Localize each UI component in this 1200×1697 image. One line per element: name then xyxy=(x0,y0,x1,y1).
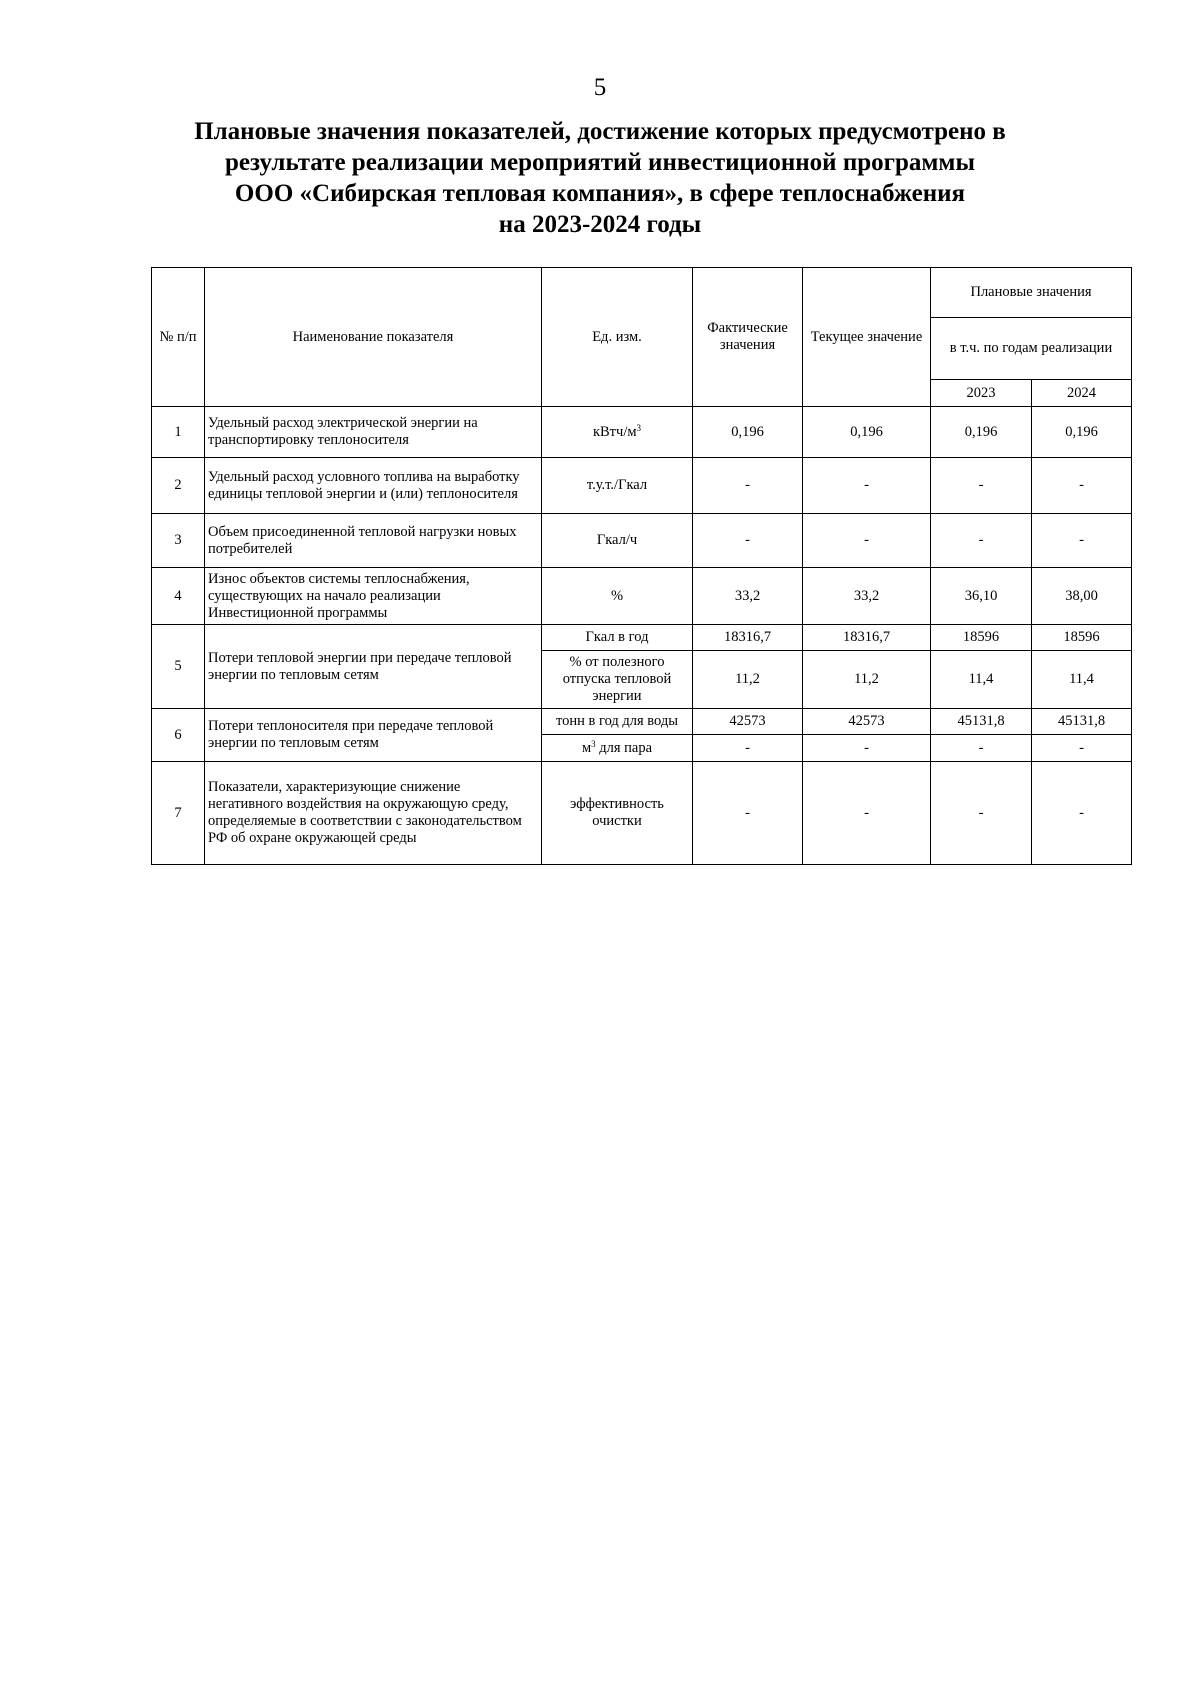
header-name: Наименование показателя xyxy=(205,268,542,407)
document-title xyxy=(150,116,1050,240)
value-2023: 0,196 xyxy=(931,407,1032,458)
unit-cell: % от полезного отпуска тепловой энергии xyxy=(542,651,693,709)
value-2023: - xyxy=(931,514,1032,568)
table-row xyxy=(152,407,1132,458)
value-2023: - xyxy=(931,762,1032,865)
value-2023: 36,10 xyxy=(931,568,1032,625)
unit-cell xyxy=(542,407,693,458)
actual-value: 42573 xyxy=(693,709,803,735)
unit-text: кВтч/м xyxy=(592,423,637,440)
value-2023: - xyxy=(931,458,1032,514)
header-unit: Ед. изм. xyxy=(542,268,693,407)
current-value: 0,196 xyxy=(803,407,931,458)
page-number: 5 xyxy=(593,74,607,101)
header-current: Текущее значение xyxy=(803,268,931,407)
actual-value: - xyxy=(693,514,803,568)
title-line: результате реализации мероприятий инвестиционной программы xyxy=(225,149,975,176)
value-2024: 45131,8 xyxy=(1032,709,1132,735)
value-2024: - xyxy=(1032,735,1132,762)
unit-cell: Гкал в год xyxy=(542,625,693,651)
indicators-table xyxy=(151,267,1132,865)
current-value: 11,2 xyxy=(803,651,931,709)
value-2024: - xyxy=(1032,458,1132,514)
unit-prefix: м xyxy=(581,739,592,756)
table-body xyxy=(152,407,1132,865)
actual-value: - xyxy=(693,762,803,865)
value-2024: - xyxy=(1032,514,1132,568)
row-num: 6 xyxy=(152,709,205,762)
header-actual: Фактические значения xyxy=(693,268,803,407)
row-num: 4 xyxy=(152,568,205,625)
actual-value: 33,2 xyxy=(693,568,803,625)
current-value: - xyxy=(803,458,931,514)
value-2024: 38,00 xyxy=(1032,568,1132,625)
unit-cell: тонн в год для воды xyxy=(542,709,693,735)
value-2023: 11,4 xyxy=(931,651,1032,709)
indicator-name: Удельный расход условного топлива на выработку единицы тепловой энергии и (или) теплоносителя xyxy=(205,458,542,514)
indicator-name: Потери тепловой энергии при передаче тепловой энергии по тепловым сетям xyxy=(205,625,542,709)
current-value: - xyxy=(803,735,931,762)
value-2023: 18596 xyxy=(931,625,1032,651)
table-row xyxy=(152,568,1132,625)
current-value: 42573 xyxy=(803,709,931,735)
title-line: на 2023-2024 годы xyxy=(498,211,702,238)
value-2023: 45131,8 xyxy=(931,709,1032,735)
value-2023: - xyxy=(931,735,1032,762)
value-2024: 11,4 xyxy=(1032,651,1132,709)
unit-text: для пара xyxy=(595,739,653,756)
header-planned: Плановые значения xyxy=(931,268,1132,318)
row-num: 2 xyxy=(152,458,205,514)
indicator-name: Износ объектов системы теплоснабжения, существующих на начало реализации Инвестиционной программы xyxy=(205,568,542,625)
header-num: № п/п xyxy=(152,268,205,407)
row-num: 7 xyxy=(152,762,205,865)
current-value: - xyxy=(803,514,931,568)
unit-superscript: 3 xyxy=(591,738,596,749)
header-year-2024: 2024 xyxy=(1032,380,1132,407)
row-num: 3 xyxy=(152,514,205,568)
unit-cell: Гкал/ч xyxy=(542,514,693,568)
current-value: 33,2 xyxy=(803,568,931,625)
unit-cell xyxy=(542,735,693,762)
title-line: Плановые значения показателей, достижение которых предусмотрено в xyxy=(194,118,1006,145)
row-num: 1 xyxy=(152,407,205,458)
actual-value: - xyxy=(693,458,803,514)
unit-cell: % xyxy=(542,568,693,625)
current-value: - xyxy=(803,762,931,865)
actual-value: 11,2 xyxy=(693,651,803,709)
unit-cell: т.у.т./Гкал xyxy=(542,458,693,514)
indicator-name: Удельный расход электрической энергии на транспортировку теплоносителя xyxy=(205,407,542,458)
actual-value: 0,196 xyxy=(693,407,803,458)
value-2024: 0,196 xyxy=(1032,407,1132,458)
indicator-name: Объем присоединенной тепловой нагрузки новых потребителей xyxy=(205,514,542,568)
table-row xyxy=(152,514,1132,568)
actual-value: 18316,7 xyxy=(693,625,803,651)
value-2024: - xyxy=(1032,762,1132,865)
actual-value: - xyxy=(693,735,803,762)
indicator-name: Потери теплоносителя при передаче тепловой энергии по тепловым сетям xyxy=(205,709,542,762)
value-2024: 18596 xyxy=(1032,625,1132,651)
table-header xyxy=(152,268,1132,407)
title-line: ООО «Сибирская тепловая компания», в сфере теплоснабжения xyxy=(234,180,966,207)
indicator-name: Показатели, характеризующие снижение негативного воздействия на окружающую среду, определяемые в соответствии с законодательством РФ об охране окружающей среды xyxy=(205,762,542,865)
table-row xyxy=(152,709,1132,735)
table-row xyxy=(152,458,1132,514)
current-value: 18316,7 xyxy=(803,625,931,651)
table-row xyxy=(152,762,1132,865)
header-by-years: в т.ч. по годам реализации xyxy=(931,318,1132,380)
unit-superscript: 3 xyxy=(636,422,642,433)
unit-cell: эффективность очистки xyxy=(542,762,693,865)
table-row xyxy=(152,625,1132,651)
header-year-2023: 2023 xyxy=(931,380,1032,407)
row-num: 5 xyxy=(152,625,205,709)
